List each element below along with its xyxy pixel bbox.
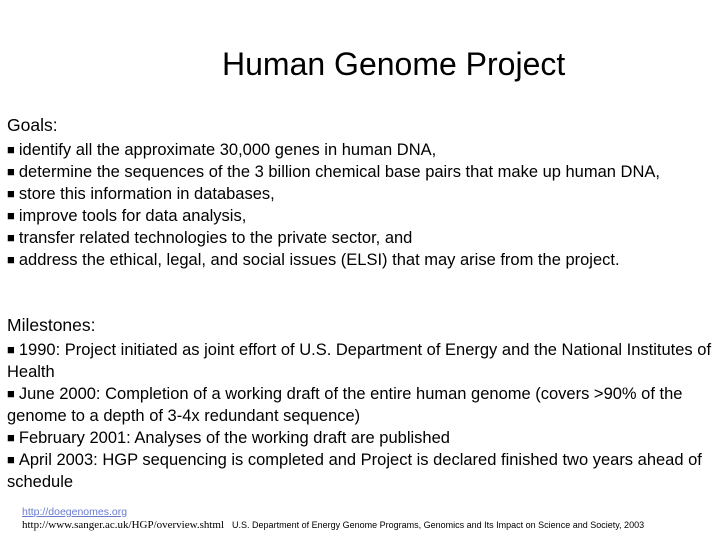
bullet-square-icon: ■	[7, 142, 15, 157]
sanger-url: http://www.sanger.ac.uk/HGP/overview.shtml	[22, 519, 225, 531]
goal-item	[7, 183, 713, 205]
milestones-section	[7, 313, 713, 493]
bullet-square-icon: ■	[7, 252, 15, 267]
bullet-square-icon: ■	[7, 186, 15, 201]
goal-item-text: determine the sequences of the 3 billion chemical base pairs that make up human DNA,	[18, 163, 660, 181]
goals-heading: Goals:	[7, 115, 58, 135]
milestone-item	[7, 383, 713, 427]
doegenomes-link[interactable]: http://doegenomes.org	[22, 506, 128, 518]
goal-item	[7, 249, 713, 271]
goal-item-text: identify all the approximate 30,000 genes in human DNA,	[18, 141, 437, 159]
goal-item-text: improve tools for data analysis,	[18, 207, 247, 225]
goal-item	[7, 161, 713, 183]
bullet-square-icon: ■	[7, 230, 15, 245]
milestone-item	[7, 427, 713, 449]
goal-item-text: store this information in databases,	[18, 185, 275, 203]
goal-item	[7, 227, 713, 249]
milestone-item-text: June 2000: Completion of a working draft of the entire human genome (covers >90% of the genome to a depth of 3-4x redundant sequence)	[7, 385, 683, 425]
milestone-item-text: 1990: Project initiated as joint effort of U.S. Department of Energy and the National Institutes of Health	[7, 341, 712, 381]
footer-sources	[22, 519, 718, 532]
goal-item	[7, 139, 713, 161]
goals-section	[7, 113, 713, 271]
citation-text: U.S. Department of Energy Genome Programs, Genomics and Its Impact on Science and Society, 2003	[232, 520, 645, 530]
milestone-item-text: April 2003: HGP sequencing is completed and Project is declared finished two years ahead of schedule	[7, 451, 702, 491]
milestone-item	[7, 339, 713, 383]
bullet-square-icon: ■	[7, 386, 15, 401]
bullet-square-icon: ■	[7, 208, 15, 223]
milestone-item	[7, 449, 713, 493]
goal-item-text: address the ethical, legal, and social issues (ELSI) that may arise from the project.	[18, 251, 620, 269]
bullet-square-icon: ■	[7, 430, 15, 445]
bullet-square-icon: ■	[7, 452, 15, 467]
milestones-heading: Milestones:	[7, 315, 96, 335]
page-title: Human Genome Project	[222, 46, 566, 82]
footer	[22, 506, 718, 532]
milestone-item-text: February 2001: Analyses of the working draft are published	[18, 429, 450, 447]
goal-item	[7, 205, 713, 227]
bullet-square-icon: ■	[7, 342, 15, 357]
bullet-square-icon: ■	[7, 164, 15, 179]
goal-item-text: transfer related technologies to the private sector, and	[18, 229, 413, 247]
